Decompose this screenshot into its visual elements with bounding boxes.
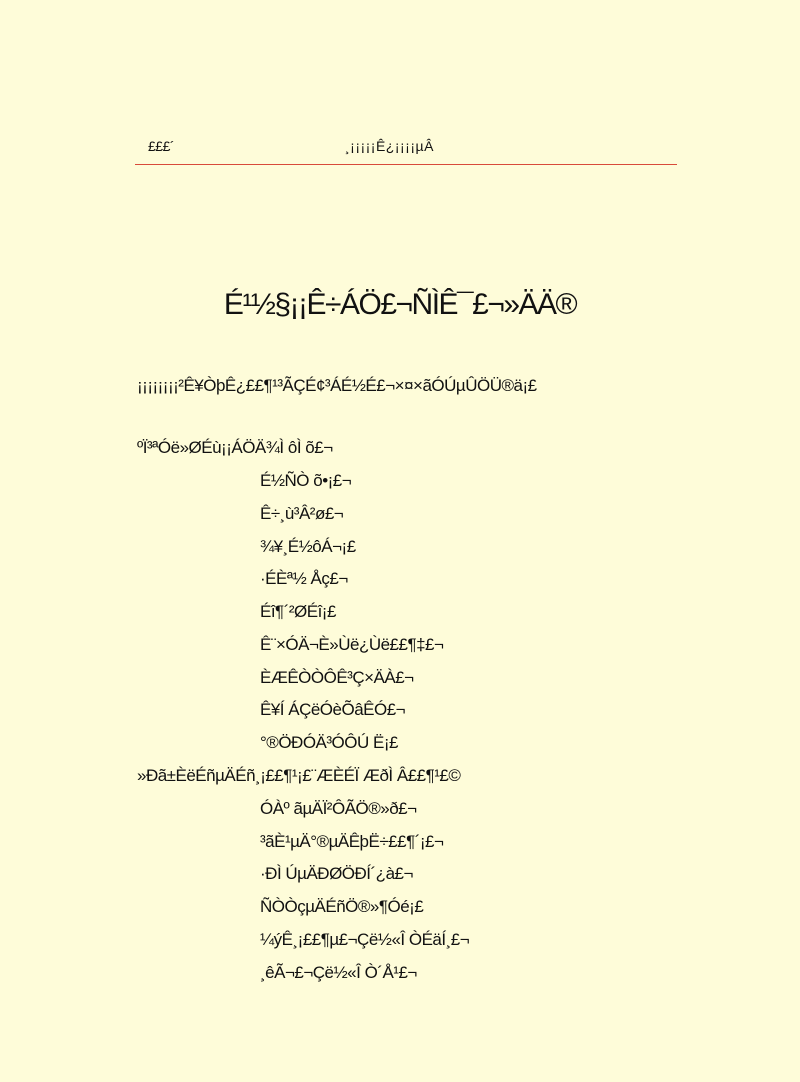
header-page-marker: £££´ xyxy=(148,138,175,154)
group2-line-2: ³ãÈ¹µÄ°®µÄÊþË÷££¶´¡£¬ xyxy=(260,832,444,851)
group1-line-1: É½ÑÒ õ•¡£¬ xyxy=(260,471,352,490)
group1-line-8: Ê¥Í ÁÇëÓèÕâÊÓ£¬ xyxy=(260,700,406,719)
group2-head-line: »Ðã±ÈëÉñµÄÉñ¸¡££¶¹¡£¨ÆÈÉÏ ÆðÌ Â££¶¹£© xyxy=(137,766,461,785)
group1-line-3: ¾¥¸É½ôÁ¬¡£ xyxy=(260,537,356,556)
group1-line-6: Ê¨×ÓÄ¬È»Ùë¿Ùë££¶‡£¬ xyxy=(260,635,444,654)
scene-title: É¹½§¡¡Ê÷ÁÖ£¬ÑÌÊ¯£¬»ÄÄ® xyxy=(223,288,577,321)
running-header xyxy=(135,138,677,165)
group1-line-7: ÈÆÊÒÒÔÊ³Ç×ÄÀ£¬ xyxy=(260,668,414,687)
intro-paragraph: ¡¡¡¡¡¡¡¡²Ê¥ÒþÊ¿££¶¹³ÃÇÉ¢³ÁÉ½É£¬×¤×ãÓÚµÛÖÜ®ä¡£ xyxy=(137,376,537,395)
group1-line-9: °®ÖÐÓÄ³ÓÔÚ Ë¡£ xyxy=(260,733,398,752)
group1-line-4: ·ÉÈª½ Åç£¬ xyxy=(260,569,348,588)
group2-line-6: ¸êÃ¬£¬Çë½«Î Ò´Å¹£¬ xyxy=(260,963,417,982)
group1-line-5: Éî¶´²ØÉî¡£ xyxy=(260,602,336,621)
group2-line-3: ·ÐÌ ÚµÄÐØÖÐÍ´¿à£¬ xyxy=(260,864,413,883)
header-title: ¸¡¡¡¡¡Ê¿¡¡¡¡µÂ xyxy=(345,138,434,154)
group2-line-4: ÑÒÒçµÄÉñÖ®»¶Óé¡£ xyxy=(260,897,424,916)
group1-head-line: ºÏ³ªÓë»ØÉù¡¡ÁÖÄ¾Ì ôÌ õ£¬ xyxy=(137,438,333,457)
group2-line-5: ¼ýÊ¸¡££¶µ£¬Çë½«Î ÒÉäÍ¸£¬ xyxy=(260,930,470,949)
group2-line-1: ÓÀº ãµÄÏ²ÔÃÖ®»ð£¬ xyxy=(260,799,417,818)
group1-line-2: Ê÷¸ù³Â²ø£¬ xyxy=(260,504,344,523)
